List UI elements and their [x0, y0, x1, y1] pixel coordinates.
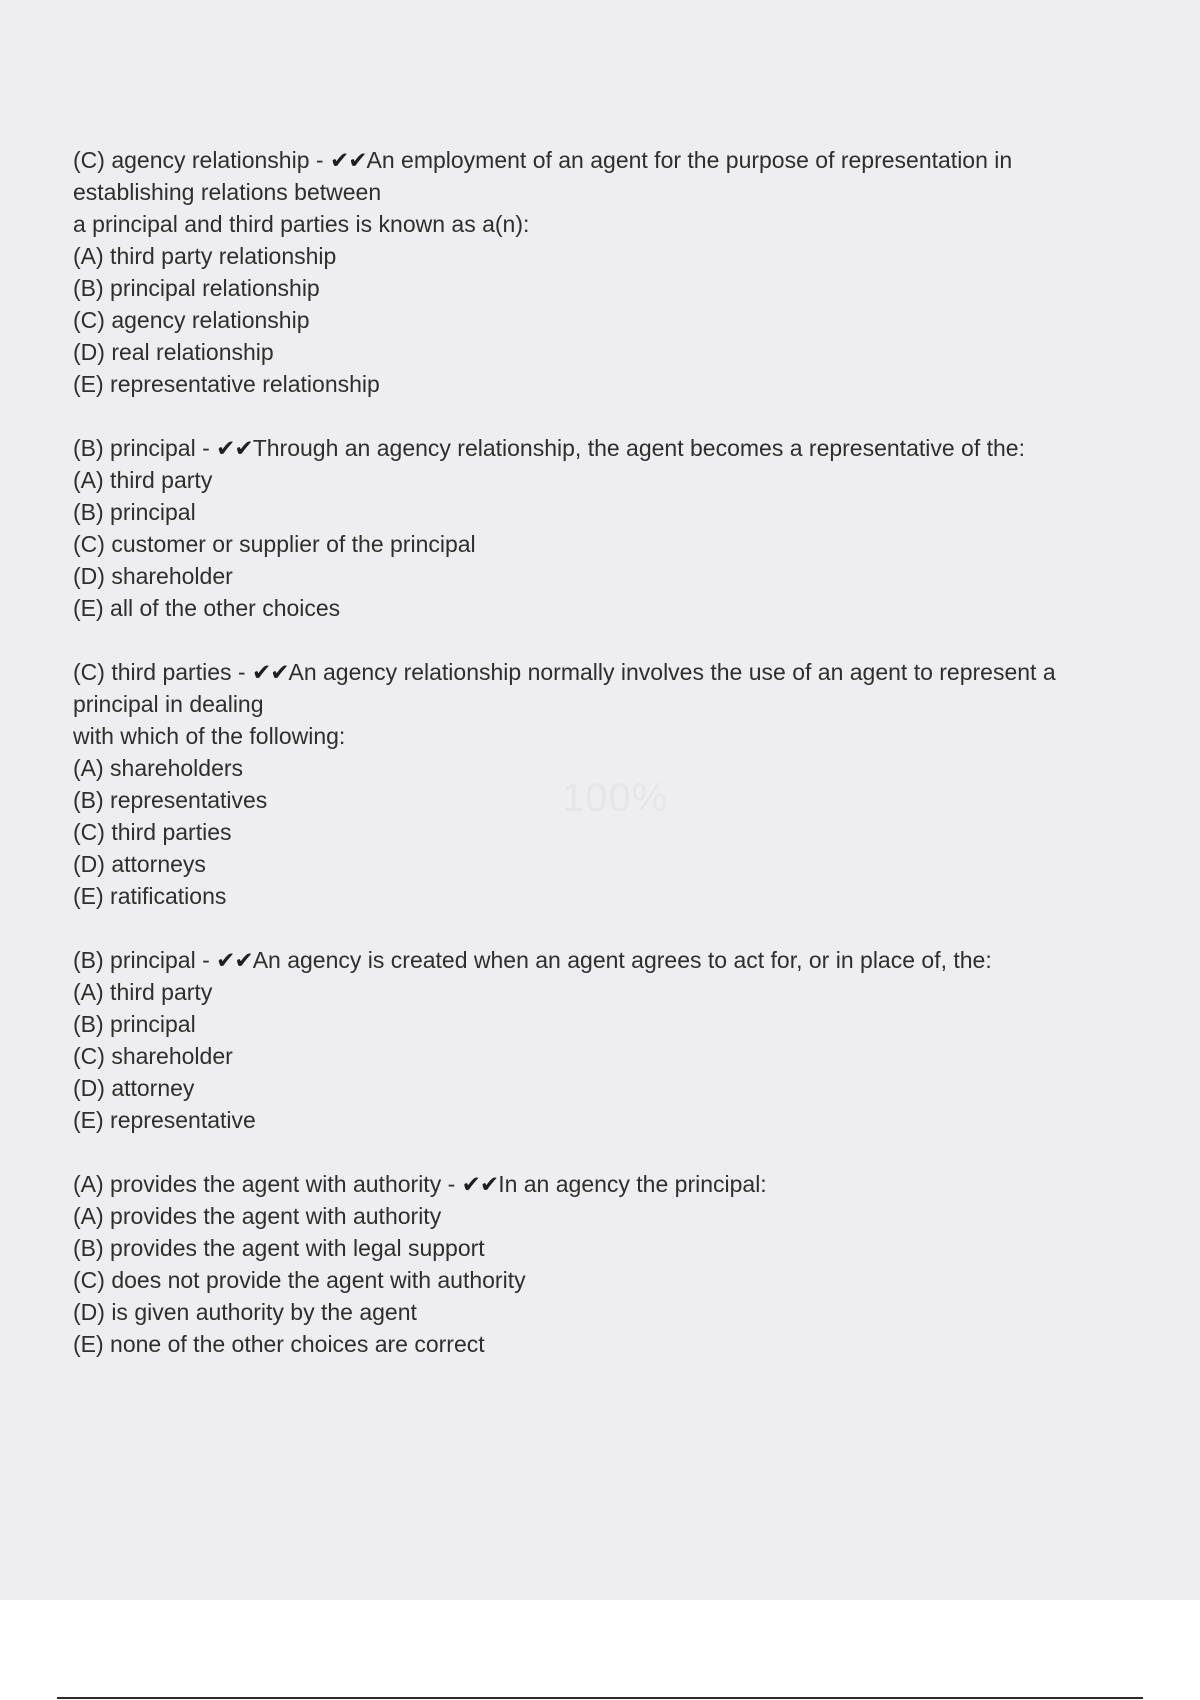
answer-option: (B) principal relationship: [73, 275, 320, 301]
answer-option: (E) ratifications: [73, 883, 227, 909]
answer-option: (A) third party: [73, 979, 213, 1005]
answer-option: (E) all of the other choices: [73, 595, 341, 621]
answer-option: (E) none of the other choices are correct: [73, 1331, 485, 1357]
question-text: Through an agency relationship, the agent becomes a representative of the:: [252, 435, 1025, 461]
check-mark-icon: ✔✔: [461, 1171, 499, 1197]
answer-text: (A) provides the agent with authority -: [73, 1171, 462, 1197]
answer-option: (B) principal: [73, 499, 196, 525]
answer-line: [73, 432, 1133, 464]
check-mark-icon: ✔✔: [251, 659, 289, 685]
flashcard-list: [73, 144, 1133, 1392]
answer-option: (D) shareholder: [73, 563, 233, 589]
qa-block: [73, 944, 1133, 1136]
answer-option: (E) representative: [73, 1107, 256, 1133]
answer-option: (E) representative relationship: [73, 371, 380, 397]
answer-line: [73, 1168, 1133, 1200]
answer-text: (C) agency relationship -: [73, 147, 330, 173]
answer-option: (B) representatives: [73, 787, 268, 813]
question-text: An agency is created when an agent agrees to act for, or in place of, the:: [252, 947, 992, 973]
zoom-watermark: 100%: [562, 776, 669, 820]
answer-option: (C) customer or supplier of the principal: [73, 531, 476, 557]
answer-option: (A) provides the agent with authority: [73, 1203, 442, 1229]
answer-option: (D) attorneys: [73, 851, 206, 877]
answer-option: (B) principal: [73, 1011, 196, 1037]
answer-option: (A) third party: [73, 467, 213, 493]
qa-block: [73, 432, 1133, 624]
check-mark-icon: ✔✔: [216, 947, 253, 973]
question-text: An agency relationship normally involves the use of an agent to represent a: [288, 659, 1056, 685]
answer-option: (D) attorney: [73, 1075, 195, 1101]
answer-option: (A) third party relationship: [73, 243, 337, 269]
answer-option: (D) is given authority by the agent: [73, 1299, 417, 1325]
question-text-continued: a principal and third parties is known as a(n):: [73, 211, 530, 237]
question-text: In an agency the principal:: [498, 1171, 767, 1197]
answer-option: (B) provides the agent with legal support: [73, 1235, 485, 1261]
answer-line: [73, 944, 1133, 976]
answer-option: (A) shareholders: [73, 755, 244, 781]
question-text-continued: principal in dealing: [73, 691, 264, 717]
answer-option: (C) shareholder: [73, 1043, 233, 1069]
check-mark-icon: ✔✔: [329, 147, 367, 173]
qa-block: [73, 1168, 1133, 1360]
question-text-continued: with which of the following:: [73, 723, 346, 749]
answer-option: (D) real relationship: [73, 339, 274, 365]
answer-option: (C) agency relationship: [73, 307, 310, 333]
footer-divider: [57, 1697, 1143, 1699]
question-text-continued: establishing relations between: [73, 179, 382, 205]
answer-text: (B) principal -: [73, 947, 217, 973]
question-text: An employment of an agent for the purpose of representation in: [366, 147, 1013, 173]
answer-option: (C) does not provide the agent with authority: [73, 1267, 526, 1293]
answer-line: [73, 144, 1133, 176]
check-mark-icon: ✔✔: [216, 435, 253, 461]
answer-text: (C) third parties -: [73, 659, 252, 685]
qa-block: [73, 656, 1133, 912]
answer-option: (C) third parties: [73, 819, 232, 845]
answer-text: (B) principal -: [73, 435, 217, 461]
qa-block: [73, 144, 1133, 400]
answer-line: [73, 656, 1133, 688]
